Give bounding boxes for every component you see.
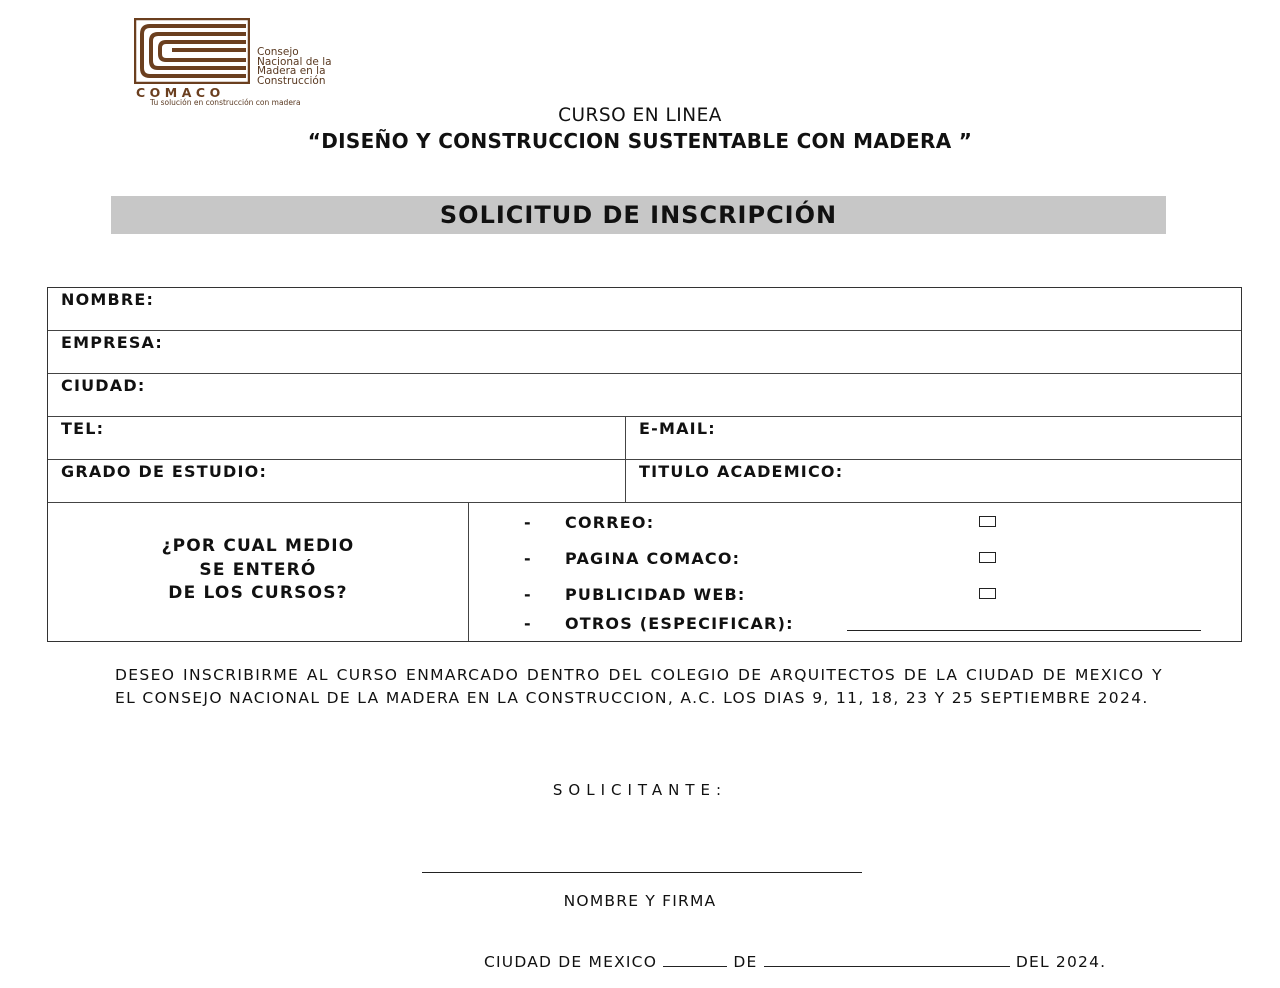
option-dash: -	[524, 513, 531, 532]
grado-estudio-field[interactable]: GRADO DE ESTUDIO:	[61, 462, 268, 481]
referral-question: ¿POR CUAL MEDIO SE ENTERÓ DE LOS CURSOS?	[161, 536, 355, 603]
logo-tagline: Tu solución en construcción con madera	[150, 98, 301, 107]
signature-line[interactable]	[422, 872, 862, 873]
tel-field[interactable]: TEL:	[61, 419, 105, 438]
date-de: DE	[733, 953, 758, 971]
applicant-heading: SOLICITANTE:	[552, 781, 728, 799]
logo-wordmark: COMACO	[136, 85, 225, 100]
ciudad-field[interactable]: CIUDAD:	[61, 376, 146, 395]
form-title-banner	[111, 196, 1166, 234]
publicidad-web-checkbox[interactable]	[979, 588, 996, 599]
form-title: SOLICITUD DE INSCRIPCIÓN	[439, 201, 838, 229]
date-line	[484, 952, 1106, 971]
comaco-logo-mark-icon	[134, 18, 250, 84]
date-city: CIUDAD DE MEXICO	[484, 953, 658, 971]
titulo-academico-field[interactable]: TITULO ACADEMICO:	[639, 462, 844, 481]
email-field[interactable]: E-MAIL:	[639, 419, 716, 438]
row-divider	[48, 459, 1241, 460]
row-divider	[48, 416, 1241, 417]
correo-checkbox[interactable]	[979, 516, 996, 527]
month-blank[interactable]	[764, 952, 1010, 967]
option-correo-label: CORREO:	[565, 513, 655, 532]
option-otros-label: OTROS (ESPECIFICAR):	[565, 614, 794, 633]
option-dash: -	[524, 585, 531, 604]
pagina-comaco-checkbox[interactable]	[979, 552, 996, 563]
signature-label: NOMBRE Y FIRMA	[563, 892, 717, 910]
date-year: DEL 2024.	[1015, 953, 1107, 971]
option-dash: -	[524, 614, 531, 633]
day-blank[interactable]	[663, 952, 727, 967]
option-publicidad-label: PUBLICIDAD WEB:	[565, 585, 746, 604]
column-divider	[625, 416, 626, 502]
comaco-logo	[134, 18, 359, 110]
logo-org-name: Consejo Nacional de la Madera en la Construcción	[257, 46, 332, 87]
option-pagina-label: PAGINA COMACO:	[565, 549, 741, 568]
empresa-field[interactable]: EMPRESA:	[61, 333, 164, 352]
registration-form-table	[47, 287, 1242, 642]
row-divider	[48, 330, 1241, 331]
course-type: CURSO EN LINEA	[558, 105, 722, 126]
row-divider	[48, 502, 1241, 503]
column-divider	[468, 502, 469, 641]
registration-statement: DESEO INSCRIBIRME AL CURSO ENMARCADO DENTRO DEL COLEGIO DE ARQUITECTOS DE LA CIUDAD DE MEXICO Y EL CONSEJO NACIONAL DE LA MADERA EN LA CONSTRUCCION, A.C. LOS DIAS 9, 11, 18, 23 Y 25 SEPTIEMBRE 2024.	[115, 666, 1163, 707]
otros-specify-line[interactable]	[847, 630, 1201, 631]
course-title: “DISEÑO Y CONSTRUCCION SUSTENTABLE CON MADERA ”	[307, 129, 973, 153]
option-dash: -	[524, 549, 531, 568]
row-divider	[48, 373, 1241, 374]
nombre-field[interactable]: NOMBRE:	[61, 290, 155, 309]
